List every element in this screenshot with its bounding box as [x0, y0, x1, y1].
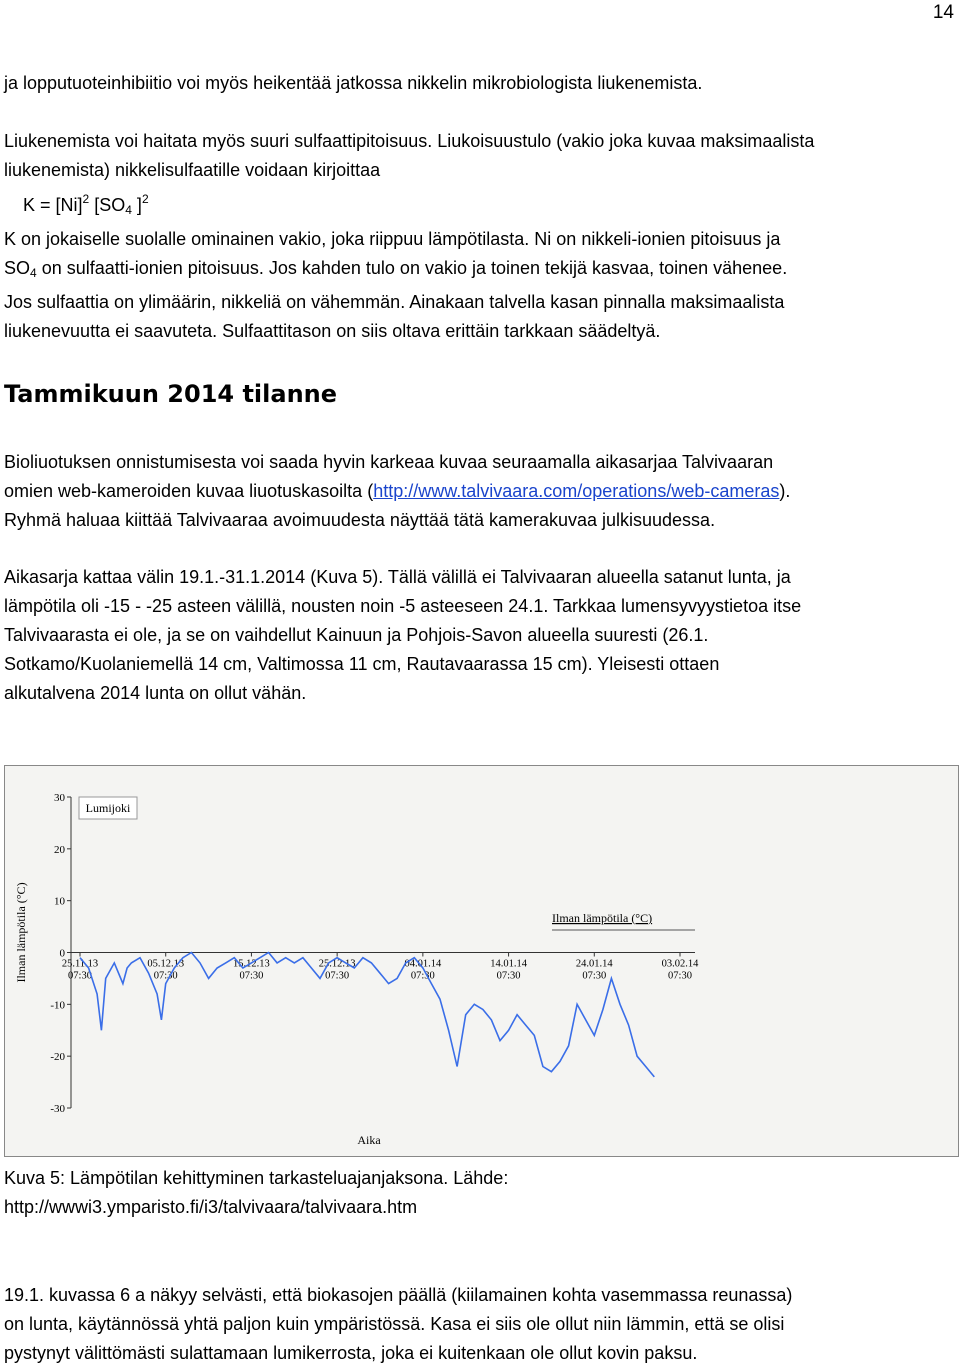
x-tick-time: 07:30: [496, 970, 521, 982]
x-tick-label: 05.12.13: [147, 958, 185, 970]
temperature-chart: [5, 766, 958, 1156]
formula-exponent: 2: [141, 192, 149, 206]
x-tick-label: 03.02.14: [661, 958, 699, 970]
paragraph-snow: [4, 1281, 954, 1368]
paragraph-webcam: [4, 448, 954, 535]
x-axis-label: Aika: [357, 1133, 381, 1147]
x-tick-label: 25.11.13: [61, 958, 99, 970]
text-part: omien web-kameroiden kuvaa liuotuskasoilta (: [4, 481, 374, 501]
paragraph-line: Jos sulfaattia on ylimäärin, nikkeliä on vähemmän. Ainakaan talvella kasan pinnalla maksimaalista: [4, 292, 785, 312]
figure-caption: [4, 1164, 954, 1222]
paragraph-line: Talvivaarasta ei ole, ja se on vaihdellut Kainuun ja Pohjois-Savon alueella suuresti (26.1.: [4, 625, 709, 645]
y-tick-label: -30: [50, 1103, 65, 1115]
formula-part: ]: [131, 195, 142, 215]
x-tick-time: 07:30: [153, 970, 178, 982]
x-tick-label: 24.01.14: [575, 958, 613, 970]
paragraph-inhibition: [4, 69, 954, 98]
caption-line: Kuva 5: Lämpötilan kehittyminen tarkasteluajanjaksona. Lähde:: [4, 1168, 509, 1188]
y-tick-label: 20: [54, 843, 65, 856]
paragraph-line: liukenevuutta ei saavuteta. Sulfaattitason on siis oltava erittäin tarkkaan säädeltyä.: [4, 321, 661, 341]
x-tick-time: 07:30: [239, 970, 264, 982]
paragraph-line: 19.1. kuvassa 6 a näkyy selvästi, että biokasojen päällä (kiilamainen kohta vasemmassa reunassa): [4, 1285, 793, 1305]
y-tick-label: -10: [50, 999, 65, 1012]
formula-subscript: 4: [125, 203, 132, 217]
paragraph-line: ja lopputuoteinhibiitio voi myös heikentää jatkossa nikkelin mikrobiologista liukenemista.: [4, 73, 703, 93]
paragraph-line: Aikasarja kattaa välin 19.1.-31.1.2014 (Kuva 5). Tällä välillä ei Talvivaaran alueella satanut lunta, ja: [4, 567, 791, 587]
paragraph-line: Bioliuotuksen onnistumisesta voi saada hyvin karkeaa kuvaa seuraamalla aikasarjaa Talvivaaran: [4, 452, 774, 472]
paragraph-line: Sotkamo/Kuolaniemellä 14 cm, Valtimossa 11 cm, Rautavaarassa 15 cm). Yleisesti ottaen: [4, 654, 720, 674]
paragraph-line: [4, 481, 790, 501]
paragraph-line: Liukenemista voi haitata myös suuri sulfaattipitoisuus. Liukoisuustulo (vakio joka kuvaa maksimaalista: [4, 131, 815, 151]
paragraph-sulfate: [4, 127, 954, 346]
paragraph-line: lämpötila oli -15 - -25 asteen välillä, nousten noin -5 asteeseen 24.1. Tarkkaa lumensyvyystietoa itse: [4, 596, 802, 616]
formula-part: on sulfaatti-ionien pitoisuus. Jos kahden tulo on vakio ja toinen tekijä kasvaa, toinen vähenee.: [36, 258, 788, 278]
x-tick-label: 04.01.14: [404, 958, 442, 970]
y-axis-label: Ilman lämpötila (°C): [14, 882, 28, 983]
y-tick-label: -20: [50, 1051, 65, 1064]
paragraph-line: Ryhmä haluaa kiittää Talvivaaraa avoimuudesta näyttää tätä kamerakuvaa julkisuudessa.: [4, 510, 716, 530]
legend-label: Ilman lämpötila (°C): [552, 911, 653, 925]
formula-part: [SO: [89, 195, 126, 215]
webcam-link[interactable]: http://www.talvivaara.com/operations/web-cameras: [373, 481, 780, 501]
x-tick-time: 07:30: [582, 970, 607, 982]
temperature-chart-figure: [4, 765, 959, 1157]
solubility-formula: [4, 192, 149, 217]
x-tick-time: 07:30: [410, 970, 435, 982]
formula-exponent: 2: [82, 192, 90, 206]
formula-subscript: 4: [30, 266, 37, 280]
paragraph-line: [4, 258, 787, 278]
chart-title: Lumijoki: [85, 801, 131, 815]
formula-part: K = [Ni]: [23, 195, 83, 215]
paragraph-line: on lunta, käytännössä yhtä paljon kuin ympäristössä. Kasa ei siis ole ollut niin lämmin, että se olisi: [4, 1314, 785, 1334]
y-tick-label: 30: [54, 792, 65, 804]
text-part: ).: [779, 481, 791, 501]
y-tick-label: 10: [54, 895, 65, 908]
paragraph-line: liukenemista) nikkelisulfaatille voidaan kirjoittaa: [4, 160, 381, 180]
x-tick-time: 07:30: [68, 970, 92, 982]
section-heading: Tammikuun 2014 tilanne: [4, 380, 338, 408]
x-tick-label: 15.12.13: [233, 958, 270, 970]
x-tick-label: 14.01.14: [490, 958, 527, 970]
paragraph-line: alkutalvena 2014 lunta on ollut vähän.: [4, 683, 307, 703]
x-tick-time: 07:30: [325, 970, 350, 982]
page-number: 14: [932, 2, 954, 23]
paragraph-timeseries: [4, 563, 954, 708]
x-tick-label: 25.12.13: [318, 958, 356, 970]
y-tick-label: 0: [59, 947, 65, 960]
x-tick-time: 07:30: [668, 970, 692, 982]
paragraph-line: pystynyt välittömästi sulattamaan lumikerrosta, joka ei kuitenkaan ole ollut kovin paksu.: [4, 1343, 698, 1363]
paragraph-line: K on jokaiselle suolalle ominainen vakio, joka riippuu lämpötilasta. Ni on nikkeli-ionien pitoisuus ja: [4, 229, 781, 249]
caption-line: http://wwwi3.ymparisto.fi/i3/talvivaara/talvivaara.htm: [4, 1197, 418, 1217]
formula-part: SO: [4, 258, 31, 278]
